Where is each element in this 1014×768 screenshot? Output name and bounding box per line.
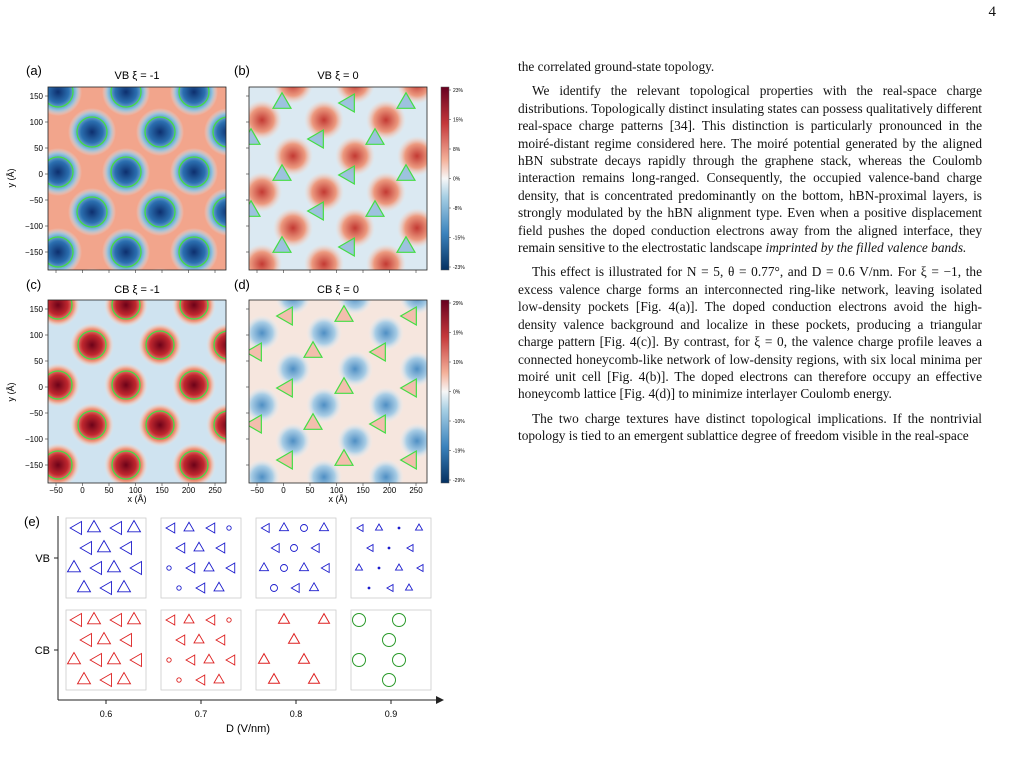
y-tick-label: 0 <box>38 383 43 392</box>
panel-d-letter: (d) <box>234 277 250 292</box>
cb-maximum <box>172 283 216 327</box>
panel-b-title: VB ξ = 0 <box>317 70 359 82</box>
vb-minimum <box>68 108 116 156</box>
colorbar-tick-label: 23% <box>453 88 464 94</box>
vb-minimum <box>204 188 252 236</box>
page-number: 4 <box>988 4 996 20</box>
colorbar-tick-label: 0% <box>453 176 461 183</box>
contour-triangle <box>494 487 510 505</box>
e-x-tick-label: 0.6 <box>99 709 113 719</box>
contour-ring <box>0 291 4 319</box>
y-tick-label: 150 <box>29 92 43 101</box>
paragraph-2: This effect is illustrated for N = 5, θ = 0.77°, and D = 0.6 V/nm. For ξ = −1, the excess valence charge forms an interconnected ring-like network, leaving isolated low-density pockets [Fig. 4(a)]. The doped conduction electrons avoid the high-density valence background and localize in these pockets, producing a triangular charge pattern [Fig. 4(c)]. By contrast, for ξ = 0, the valence charge profile leaves a connected honeycomb-like network of low-density regions, with six local minima per moiré unit cell [Fig. 4(b)]. The doped electrons can therefore occupy an effective honeycomb lattice [Fig. 4(d)] to minimize interlayer Coulomb energy. <box>518 264 982 402</box>
contour-triangle <box>490 273 508 289</box>
contour-triangle <box>459 306 477 322</box>
blue-spot <box>275 279 311 315</box>
contour-triangle <box>432 274 448 292</box>
colorbar-cb <box>441 300 449 483</box>
y-tick-label: 100 <box>29 118 43 127</box>
contour-triangle <box>366 57 384 73</box>
contour-triangle <box>490 201 508 217</box>
panel-e-grid <box>66 518 431 690</box>
y-tick-label: 50 <box>34 144 43 153</box>
contour-triangle <box>463 94 479 112</box>
y-tick-label: −100 <box>24 435 43 444</box>
contour-triangle <box>494 415 510 433</box>
x-tick-label: −50 <box>49 486 63 495</box>
contour-shape <box>398 527 401 530</box>
contour-ring <box>0 371 4 399</box>
blue-spot <box>461 279 497 315</box>
contour-ring <box>281 37 311 67</box>
x-tick-label: 150 <box>155 486 169 495</box>
blue-spot <box>461 423 497 459</box>
colorbar-vb <box>441 87 449 270</box>
blue-spot <box>368 315 404 351</box>
vb-minimum <box>272 28 320 76</box>
cb-maximum <box>70 403 114 447</box>
contour-triangle <box>428 270 446 286</box>
panel-a-letter: (a) <box>26 63 42 78</box>
panel-a-title: VB ξ = -1 <box>114 70 160 82</box>
y-tick-label: −50 <box>29 409 43 418</box>
contour-triangle <box>370 271 386 289</box>
y-axis-label-top: y (Å) <box>6 168 16 188</box>
contour-triangle <box>304 270 322 286</box>
text-column <box>518 58 982 452</box>
e-x-tick-label: 0.7 <box>194 709 208 719</box>
colorbar-tick-label: 15% <box>453 117 464 124</box>
colorbar-tick-label: -29% <box>453 478 465 484</box>
vb-minimum <box>136 28 184 76</box>
x-tick-label: 200 <box>181 486 196 495</box>
vb-minimum <box>170 68 218 116</box>
contour-ring <box>0 451 4 479</box>
x-axis-label-c: x (Å) <box>127 494 147 504</box>
colorbar-tick-label: -19% <box>453 448 465 455</box>
cb-maximum <box>138 323 182 367</box>
colorbar-tick-label: -8% <box>453 206 462 212</box>
vb-minimum <box>136 188 184 236</box>
colorbar-tick-label: 29% <box>453 301 464 307</box>
contour-triangle <box>459 522 477 538</box>
contour-triangle <box>459 378 477 394</box>
contour-ring <box>0 77 5 107</box>
blue-spot <box>430 531 466 567</box>
row-label-cb: CB <box>34 645 50 657</box>
paragraph-3: The two charge textures have distinct topological implications. If the nontrivial topology is tied to an emergent sublattice degree of freedom visible in the real-space <box>518 410 982 444</box>
contour-triangle <box>490 57 508 73</box>
x-tick-label: 50 <box>104 486 114 495</box>
cb-maximum <box>104 443 148 487</box>
cb-maximum <box>0 283 12 327</box>
red-spot <box>304 244 344 284</box>
x-tick-label: 0 <box>80 486 85 495</box>
paragraph-0: the correlated ground-state topology. <box>518 59 715 74</box>
x-tick-label: 100 <box>329 486 344 495</box>
colorbar-tick-label: 10% <box>453 360 464 366</box>
colorbar-tick-label: -23% <box>453 265 465 271</box>
cb-maximum <box>104 363 148 407</box>
colorbar-tick-label: 8% <box>453 147 461 153</box>
blue-spot <box>399 279 435 315</box>
cb-maximum <box>206 323 250 367</box>
contour-triangle <box>463 166 479 184</box>
cb-maximum <box>172 443 216 487</box>
snapshot-frame <box>66 518 146 598</box>
vb-minimum <box>170 228 218 276</box>
contour-ring <box>77 37 107 67</box>
vb-minimum <box>68 188 116 236</box>
snapshot-frame <box>66 610 146 690</box>
blue-spot <box>368 387 404 423</box>
contour-shape <box>378 567 381 570</box>
contour-ring <box>214 491 242 519</box>
panel-b-letter: (b) <box>234 63 250 78</box>
contour-triangle <box>490 129 508 145</box>
contour-triangle <box>494 271 510 289</box>
contour-shape <box>388 547 391 550</box>
contour-ring <box>282 491 310 519</box>
x-tick-label: 100 <box>128 486 143 495</box>
red-spot <box>304 172 344 212</box>
y-axis-label-bottom: y (Å) <box>6 382 16 402</box>
y-tick-label: −50 <box>29 196 43 205</box>
colorbar-tick-label: -15% <box>453 235 465 242</box>
y-tick-label: −150 <box>24 248 43 257</box>
snapshot-frame <box>256 610 336 690</box>
e-x-axis-label: D (V/nm) <box>226 723 270 735</box>
cb-maximum <box>172 363 216 407</box>
contour-ring <box>0 237 5 267</box>
contour-ring <box>145 37 175 67</box>
y-tick-label: 100 <box>29 331 43 340</box>
contour-triangle <box>463 238 479 256</box>
vb-minimum <box>0 68 14 116</box>
y-tick-label: −150 <box>24 461 43 470</box>
blue-spot <box>399 423 435 459</box>
contour-triangle <box>432 58 448 76</box>
red-spot <box>459 136 499 176</box>
contour-triangle <box>428 486 446 502</box>
e-x-tick-label: 0.8 <box>289 709 303 719</box>
contour-ring <box>0 157 5 187</box>
vb-minimum <box>0 228 14 276</box>
panel-e-letter: (e) <box>24 514 40 529</box>
cb-maximum <box>206 403 250 447</box>
blue-spot <box>461 351 497 387</box>
red-spot <box>304 100 344 140</box>
paragraph-1-italic: imprinted by the filled valence bands. <box>765 240 967 256</box>
snapshot-frame <box>256 518 336 598</box>
contour-triangle <box>494 343 510 361</box>
x-tick-label: −50 <box>250 486 264 495</box>
contour-triangle <box>463 310 479 328</box>
e-x-tick-label: 0.9 <box>384 709 398 719</box>
x-tick-label: 200 <box>382 486 397 495</box>
vb-minimum <box>170 148 218 196</box>
panel-c-title: CB ξ = -1 <box>114 284 160 296</box>
x-axis-label-d: x (Å) <box>328 494 348 504</box>
red-spot <box>459 64 499 104</box>
cb-maximum <box>0 443 12 487</box>
blue-spot <box>399 351 435 387</box>
vb-minimum <box>136 108 184 156</box>
vb-minimum <box>102 228 150 276</box>
contour-shape <box>368 587 371 590</box>
vb-minimum <box>68 28 116 76</box>
vb-minimum <box>204 108 252 156</box>
y-tick-label: −100 <box>24 222 43 231</box>
contour-ring <box>146 491 174 519</box>
x-tick-label: 250 <box>409 486 423 495</box>
colorbar-tick-label: -10% <box>453 419 465 425</box>
y-tick-label: 0 <box>38 170 43 179</box>
snapshot-frame <box>351 610 431 690</box>
contour-ring <box>78 491 106 519</box>
contour-triangle <box>366 273 384 289</box>
colorbar-tick-label: 19% <box>453 330 464 337</box>
blue-spot <box>461 495 497 531</box>
paragraph-1-text: We identify the relevant topological properties with the real-space charge distributions. Topologically distinct insulating states can possess qualitatively different real-space charge patterns [34]. This distinction is particularly pronounced in the moiré-distant regime considered here. The moiré potential generated by the aligned hBN substrate decays rapidly through the graphene stack, whereas the Coulomb interaction remains long-ranged. Consequently, the occupied valence-band charge density, that is concentrated predominantly on the bottom, hBN-proximal layers, is strongly modulated by the hBN alignment type. Even when a positive displacement field pushes the doped conduction electrons away from the aligned interface, they remain sensitive to the electrostatic landscape <box>518 83 982 256</box>
red-spot <box>459 208 499 248</box>
row-label-vb: VB <box>35 553 50 565</box>
red-spot <box>459 280 499 320</box>
cb-maximum <box>138 403 182 447</box>
contour-triangle <box>335 522 353 538</box>
x-tick-label: 250 <box>208 486 222 495</box>
x-tick-label: 50 <box>305 486 315 495</box>
panel-d-title: CB ξ = 0 <box>317 284 359 296</box>
colorbar-tick-label: 0% <box>453 389 461 396</box>
y-tick-label: 150 <box>29 305 43 314</box>
vb-minimum <box>102 148 150 196</box>
panel-c-letter: (c) <box>26 277 42 292</box>
y-tick-label: 50 <box>34 357 43 366</box>
x-tick-label: 0 <box>281 486 286 495</box>
paragraph-1 <box>518 82 982 256</box>
cb-maximum <box>70 323 114 367</box>
x-tick-label: 150 <box>356 486 370 495</box>
